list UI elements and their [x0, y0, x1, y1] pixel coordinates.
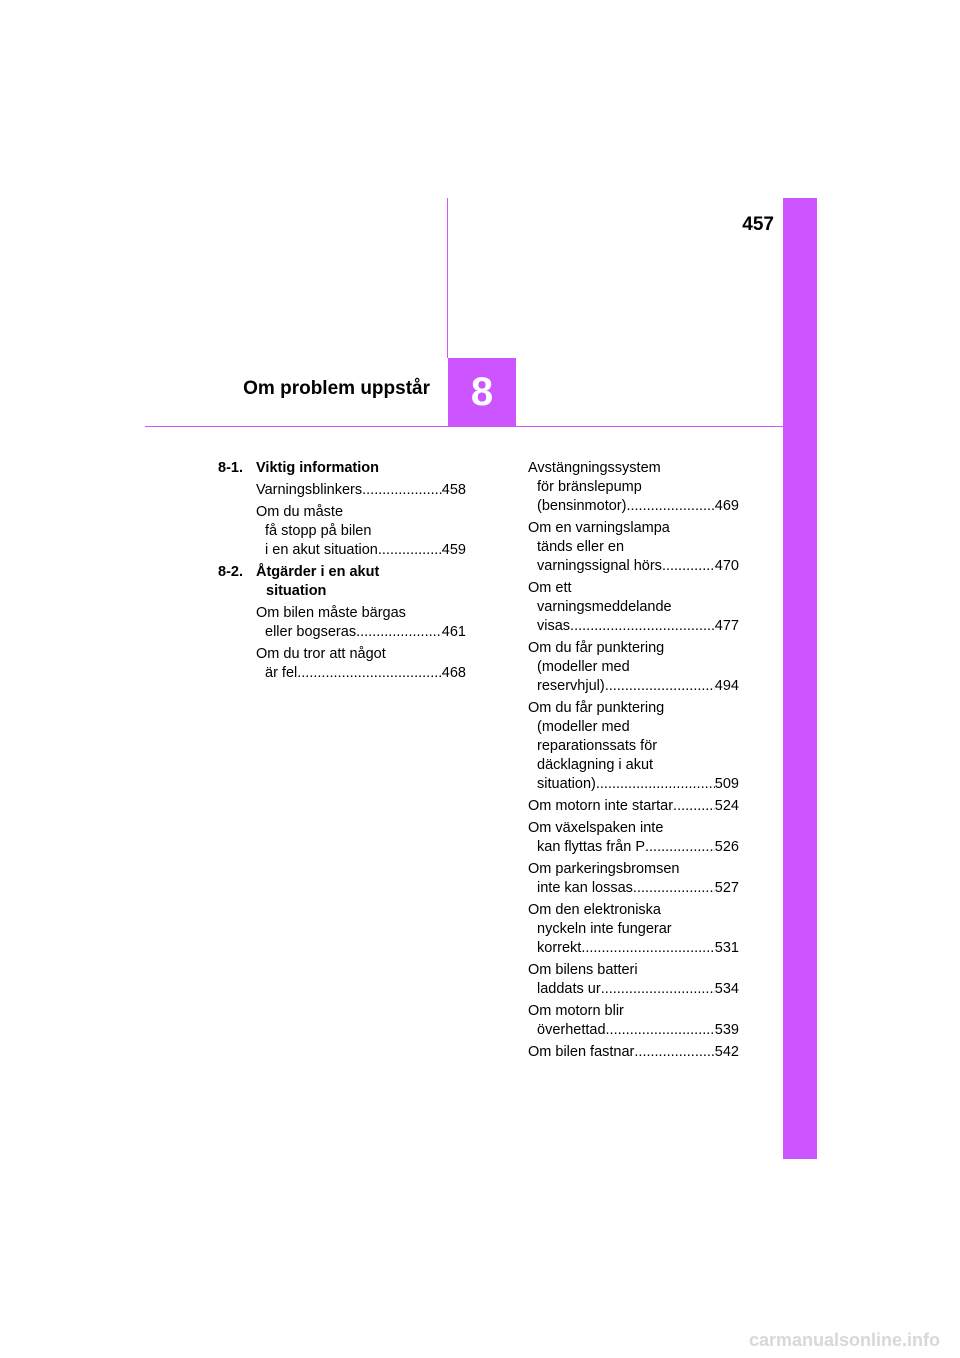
toc-entry[interactable]	[528, 579, 739, 636]
toc-entry-text: visas	[537, 618, 571, 634]
toc-entry-text: däcklagning i akut	[537, 757, 654, 773]
toc-leader-dots	[585, 939, 714, 958]
footer-watermark: carmanualsonline.info	[748, 1330, 940, 1350]
toc-page-number: 494	[714, 678, 739, 694]
toc-entry[interactable]	[218, 503, 466, 560]
toc-section-title: Åtgärder i en akut	[256, 564, 380, 580]
toc-entry-text: Om du får punktering	[528, 640, 665, 656]
toc-entry-text: Om motorn inte startar	[528, 798, 674, 814]
toc-entry-text: Om bilen fastnar	[528, 1044, 635, 1060]
toc-section-number: 8-1.	[218, 460, 243, 476]
toc-entry-last-line	[528, 797, 739, 816]
toc-entry-text: reparationssats för	[537, 738, 658, 754]
toc-entry-text: Om motorn blir	[528, 1003, 624, 1019]
page-number: 457	[742, 214, 774, 235]
toc-entry-text: varningssignal hörs	[537, 558, 662, 574]
toc-leader-dots	[596, 775, 715, 794]
toc-column-left	[218, 459, 466, 686]
toc-entry-text: varningsmeddelande	[537, 599, 672, 615]
toc-page-number: 468	[441, 665, 466, 681]
toc-leader-dots	[570, 617, 715, 636]
toc-leader-dots	[605, 677, 715, 696]
toc-section-title: situation	[266, 583, 327, 599]
toc-entry-text: nyckeln inte fungerar	[537, 921, 672, 937]
toc-entry[interactable]	[528, 459, 739, 516]
toc-entry-last-line	[256, 481, 466, 500]
toc-entry-text: Om den elektroniska	[528, 902, 661, 918]
toc-page-number: 531	[714, 940, 739, 956]
toc-entry[interactable]	[218, 481, 466, 500]
toc-entry[interactable]	[218, 604, 466, 642]
toc-entry-text: Om växelspaken inte	[528, 820, 664, 836]
toc-entry-last-line	[528, 497, 739, 516]
toc-leader-dots	[633, 879, 715, 898]
toc-page-number: 539	[714, 1022, 739, 1038]
toc-entry[interactable]	[528, 797, 739, 816]
toc-entry-last-line	[528, 879, 739, 898]
toc-entry[interactable]	[218, 645, 466, 683]
toc-entry-last-line	[528, 939, 739, 958]
toc-entry-text: Om du får punktering	[528, 700, 665, 716]
toc-entry[interactable]	[528, 860, 739, 898]
toc-page-number: 459	[441, 542, 466, 558]
toc-entry-text: eller bogseras	[265, 624, 357, 640]
toc-page-number: 534	[714, 981, 739, 997]
toc-leader-dots	[601, 980, 715, 999]
toc-column-right	[528, 459, 739, 1065]
toc-section-title: Viktig information	[256, 460, 379, 476]
chapter-side-tab	[783, 198, 817, 1159]
toc-page-number: 509	[714, 776, 739, 792]
toc-entry-text: överhettad	[537, 1022, 606, 1038]
toc-entry-text: inte kan lossas	[537, 880, 633, 896]
toc-entry-text: Om parkeringsbromsen	[528, 861, 680, 877]
toc-entry-text: situation)	[537, 776, 596, 792]
toc-entry-text: (modeller med	[537, 719, 630, 735]
header-vertical-rule	[447, 198, 448, 358]
toc-leader-dots	[662, 557, 715, 576]
toc-page-number: 524	[714, 798, 739, 814]
toc-leader-dots	[634, 1043, 714, 1062]
toc-entry-last-line	[256, 623, 466, 642]
toc-leader-dots	[673, 797, 715, 816]
toc-entry-last-line	[528, 838, 739, 857]
toc-leader-dots	[378, 541, 442, 560]
toc-entry-text: Om du måste	[256, 504, 344, 520]
toc-entry-text: för bränslepump	[537, 479, 642, 495]
toc-leader-dots	[297, 664, 442, 683]
toc-entry-last-line	[528, 1043, 739, 1062]
toc-entry-text: Om bilen måste bärgas	[256, 605, 406, 621]
toc-entry-text: laddats ur	[537, 981, 601, 997]
toc-entry-text: tänds eller en	[537, 539, 625, 555]
toc-page-number: 458	[441, 482, 466, 498]
toc-section-heading[interactable]	[218, 459, 466, 478]
toc-entry-last-line	[528, 980, 739, 999]
toc-entry-text: Varningsblinkers	[256, 482, 363, 498]
toc-entry-text: Om du tror att något	[256, 646, 386, 662]
toc-entry[interactable]	[528, 961, 739, 999]
toc-entry-text: är fel	[265, 665, 298, 681]
toc-entry-last-line	[528, 1021, 739, 1040]
toc-page-number: 469	[714, 498, 739, 514]
toc-entry-last-line	[528, 617, 739, 636]
toc-section-heading[interactable]	[218, 563, 466, 601]
chapter-number-box	[448, 358, 516, 427]
toc-entry-text: Om bilens batteri	[528, 962, 638, 978]
toc-entry[interactable]	[528, 901, 739, 958]
toc-entry-last-line	[528, 677, 739, 696]
toc-section-number: 8-2.	[218, 564, 243, 580]
toc-section	[218, 563, 466, 683]
toc-entry-last-line	[256, 541, 466, 560]
toc-entry-text: korrekt.	[537, 940, 586, 956]
toc-entry-text: Om en varningslampa	[528, 520, 670, 536]
toc-leader-dots	[606, 1021, 715, 1040]
toc-entry[interactable]	[528, 699, 739, 794]
toc-entry-text: (bensinmotor)	[537, 498, 627, 514]
toc-entry-text: kan flyttas från P	[537, 839, 645, 855]
toc-entry-text: Om ett	[528, 580, 572, 596]
toc-entry-last-line	[256, 664, 466, 683]
toc-section	[218, 459, 466, 560]
toc-entry[interactable]	[528, 819, 739, 857]
toc-leader-dots	[362, 481, 442, 500]
chapter-title: Om problem uppstår	[243, 378, 430, 399]
toc-leader-dots	[645, 838, 715, 857]
toc-entry-last-line	[528, 775, 739, 794]
toc-entry-text: Avstängningssystem	[528, 460, 661, 476]
toc-page-number: 477	[714, 618, 739, 634]
toc-page-number: 526	[714, 839, 739, 855]
toc-entry[interactable]	[528, 639, 739, 696]
toc-entry-text: få stopp på bilen	[265, 523, 372, 539]
toc-entry[interactable]	[528, 1002, 739, 1040]
toc-entry-text: i en akut situation	[265, 542, 378, 558]
toc-leader-dots	[626, 497, 714, 516]
toc-page-number: 542	[714, 1044, 739, 1060]
toc-page-number: 461	[441, 624, 466, 640]
toc-leader-dots	[356, 623, 442, 642]
toc-entry-last-line	[528, 557, 739, 576]
toc-page-number: 527	[714, 880, 739, 896]
chapter-number: 8	[470, 370, 494, 414]
toc-entry-text: reservhjul)	[537, 678, 605, 694]
toc-entry[interactable]	[528, 519, 739, 576]
toc-page-number: 470	[714, 558, 739, 574]
toc-entry[interactable]	[528, 1043, 739, 1062]
toc-entry-text: (modeller med	[537, 659, 630, 675]
